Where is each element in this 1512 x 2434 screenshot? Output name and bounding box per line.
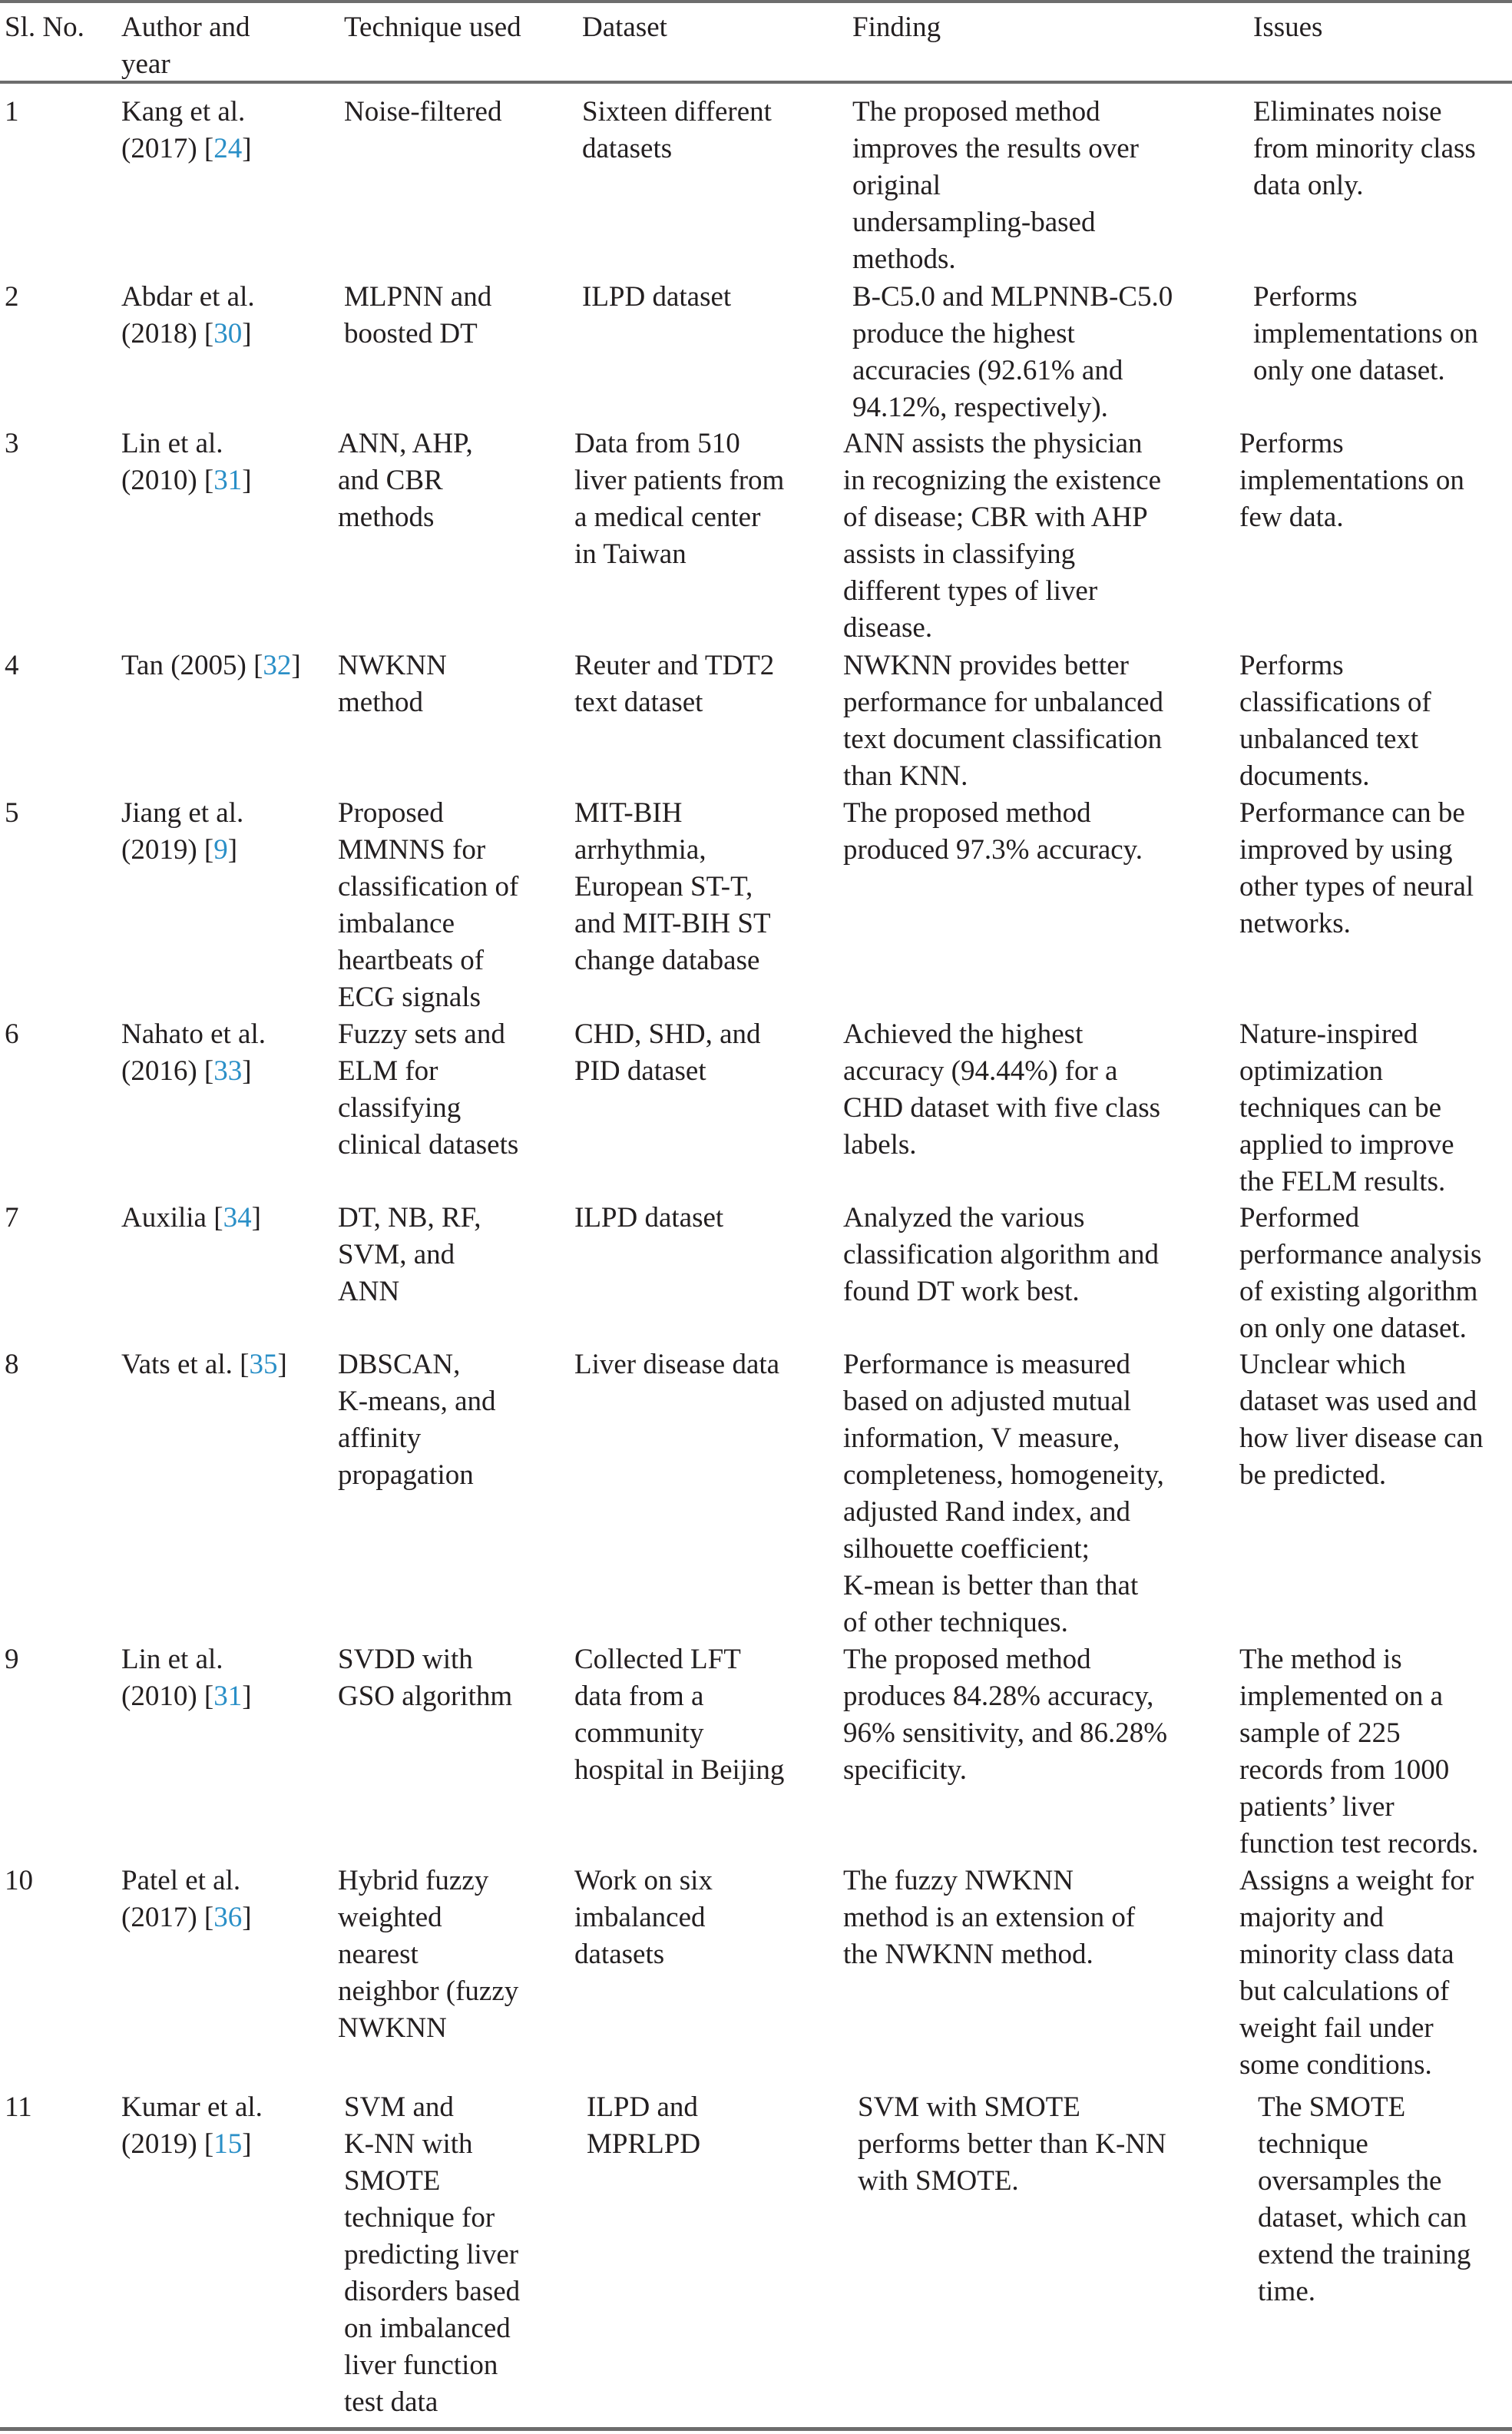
row-finding: The proposed method improves the results over original undersampling-based methods.	[852, 96, 1139, 275]
citation-link[interactable]: 34	[223, 1202, 252, 1234]
header-finding: Finding	[852, 12, 941, 43]
header-dataset: Dataset	[582, 12, 667, 43]
row-dataset: Reuter and TDT2 text dataset	[574, 650, 775, 718]
row-dataset: Liver disease data	[574, 1349, 780, 1380]
row-author: Abdar et al. (2018) [30]	[121, 281, 255, 349]
row-issues: Nature-inspired optimization techniques can be applied to improve the FELM results.	[1239, 1018, 1454, 1197]
row-number: 10	[5, 1865, 33, 1896]
row-technique: DBSCAN, K-means, and affinity propagation	[338, 1349, 496, 1491]
row-number: 8	[5, 1349, 19, 1380]
row-technique: ANN, AHP, and CBR methods	[338, 428, 473, 533]
row-dataset: Collected LFT data from a community hospital in Beijing	[574, 1644, 785, 1786]
row-author: Patel et al. (2017) [36]	[121, 1865, 252, 1933]
row-dataset: CHD, SHD, and PID dataset	[574, 1018, 761, 1087]
row-technique: Fuzzy sets and ELM for classifying clinical datasets	[338, 1018, 519, 1161]
citation-link[interactable]: 33	[213, 1055, 243, 1087]
citation-link[interactable]: 24	[213, 133, 243, 164]
row-technique: NWKNN method	[338, 650, 447, 718]
row-dataset: ILPD dataset	[582, 281, 732, 313]
row-author: Lin et al. (2010) [31]	[121, 1644, 252, 1712]
table-top-rule	[0, 0, 1512, 3]
row-number: 7	[5, 1202, 19, 1234]
row-finding: SVM with SMOTE performs better than K-NN with SMOTE.	[858, 2091, 1166, 2197]
row-finding: Achieved the highest accuracy (94.44%) for a CHD dataset with five class labels.	[843, 1018, 1161, 1161]
row-author: Auxilia [34]	[121, 1202, 261, 1234]
citation-link[interactable]: 30	[213, 318, 243, 349]
row-number: 5	[5, 797, 19, 829]
citation-link[interactable]: 32	[263, 650, 292, 681]
row-finding: B-C5.0 and MLPNNB-C5.0 produce the highest accuracies (92.61% and 94.12%, respectively).	[852, 281, 1173, 423]
row-finding: The proposed method produces 84.28% accuracy, 96% sensitivity, and 86.28% specificity.	[843, 1644, 1168, 1786]
row-issues: Performs implementations on only one dataset.	[1253, 281, 1478, 386]
header-issues: Issues	[1253, 12, 1323, 43]
row-technique: DT, NB, RF, SVM, and ANN	[338, 1202, 481, 1307]
row-issues: Unclear which dataset was used and how liver disease can be predicted.	[1239, 1349, 1484, 1491]
row-dataset: Data from 510 liver patients from a medical center in Taiwan	[574, 428, 785, 570]
row-dataset: ILPD dataset	[574, 1202, 724, 1234]
row-issues: Performed performance analysis of existing algorithm on only one dataset.	[1239, 1202, 1482, 1344]
row-finding: ANN assists the physician in recognizing the existence of disease; CBR with AHP assists in classifying different types of liver disease.	[843, 428, 1162, 644]
citation-link[interactable]: 31	[213, 1681, 243, 1712]
header-technique: Technique used	[344, 12, 521, 43]
header-rule	[0, 81, 1512, 84]
row-number: 9	[5, 1644, 19, 1675]
row-author: Vats et al. [35]	[121, 1349, 287, 1380]
row-number: 6	[5, 1018, 19, 1050]
row-technique: Proposed MMNNS for classification of imbalance heartbeats of ECG signals	[338, 797, 519, 1013]
row-technique: Noise-filtered	[344, 96, 502, 127]
row-author: Nahato et al. (2016) [33]	[121, 1018, 266, 1087]
header-sl-no: Sl. No.	[5, 12, 84, 43]
row-dataset: ILPD and MPRLPD	[587, 2091, 701, 2160]
row-dataset: Sixteen different datasets	[582, 96, 772, 164]
row-author: Kang et al. (2017) [24]	[121, 96, 252, 164]
row-finding: Performance is measured based on adjusted mutual information, V measure, completeness, homogeneity, adjusted Rand index, and silhouette coefficient; K-mean is better than that of other techniques.	[843, 1349, 1164, 1638]
row-finding: The fuzzy NWKNN method is an extension of the NWKNN method.	[843, 1865, 1136, 1970]
row-issues: The method is implemented on a sample of 225 records from 1000 patients’ liver function test records.	[1239, 1644, 1479, 1859]
row-dataset: Work on six imbalanced datasets	[574, 1865, 713, 1970]
row-technique: Hybrid fuzzy weighted nearest neighbor (fuzzy NWKNN	[338, 1865, 519, 2044]
citation-link[interactable]: 15	[213, 2128, 243, 2160]
row-number: 3	[5, 428, 19, 459]
row-finding: The proposed method produced 97.3% accuracy.	[843, 797, 1143, 866]
citation-link[interactable]: 9	[213, 834, 228, 866]
row-finding: NWKNN provides better performance for unbalanced text document classification than KNN.	[843, 650, 1164, 792]
row-issues: Performance can be improved by using other types of neural networks.	[1239, 797, 1474, 939]
row-dataset: MIT-BIH arrhythmia, European ST-T, and MIT-BIH ST change database	[574, 797, 771, 976]
row-author: Kumar et al. (2019) [15]	[121, 2091, 263, 2160]
row-number: 11	[5, 2091, 32, 2123]
row-author: Lin et al. (2010) [31]	[121, 428, 252, 496]
row-issues: The SMOTE technique oversamples the dataset, which can extend the training time.	[1258, 2091, 1471, 2307]
citation-link[interactable]: 35	[249, 1349, 278, 1380]
header-author-year: Author and year	[121, 12, 250, 80]
row-author: Tan (2005) [32]	[121, 650, 301, 681]
row-issues: Eliminates noise from minority class data only.	[1253, 96, 1476, 201]
row-author: Jiang et al. (2019) [9]	[121, 797, 244, 866]
table-bottom-rule	[0, 2427, 1512, 2431]
row-number: 2	[5, 281, 19, 313]
row-issues: Performs classifications of unbalanced text documents.	[1239, 650, 1431, 792]
row-number: 1	[5, 96, 19, 127]
row-issues: Assigns a weight for majority and minority class data but calculations of weight fail under some conditions.	[1239, 1865, 1474, 2081]
row-technique: SVM and K-NN with SMOTE technique for predicting liver disorders based on imbalanced liver function test data	[344, 2091, 521, 2418]
row-number: 4	[5, 650, 19, 681]
row-finding: Analyzed the various classification algorithm and found DT work best.	[843, 1202, 1159, 1307]
citation-link[interactable]: 36	[213, 1902, 243, 1933]
row-technique: SVDD with GSO algorithm	[338, 1644, 513, 1712]
citation-link[interactable]: 31	[213, 465, 243, 496]
row-issues: Performs implementations on few data.	[1239, 428, 1464, 533]
row-technique: MLPNN and boosted DT	[344, 281, 492, 349]
